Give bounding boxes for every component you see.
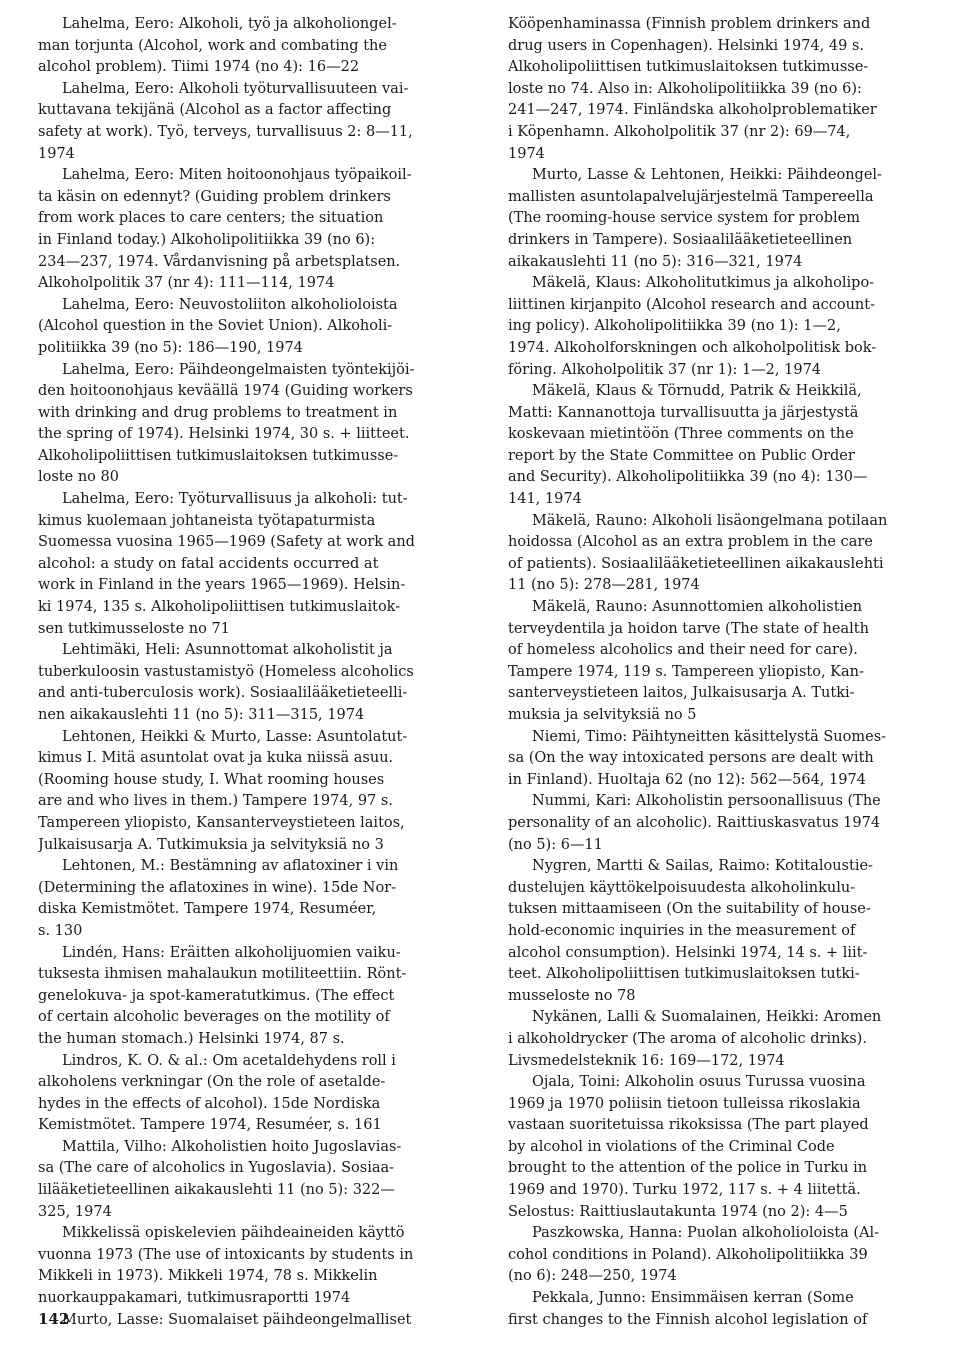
right-column-line: Tampere 1974, 119 s. Tampereen yliopisto, Kan- [508,663,864,680]
right-column-line: santerveystieteen laitos, Julkaisusarja A. Tutki- [508,685,855,702]
right-column-line: Mäkelä, Klaus & Törnudd, Patrik & Heikkilä, [532,383,862,400]
left-column-line: alcohol: a study on fatal accidents occurred at [38,555,379,572]
right-column-line: by alcohol in violations of the Criminal Code [508,1138,835,1155]
left-column-line: are and who lives in them.) Tampere 1974, 97 s. [38,793,393,810]
left-column-line: the spring of 1974). Helsinki 1974, 30 s. + liitteet. [38,426,410,443]
left-column-line: Alkoholipoliittisen tutkimuslaitoksen tutkimusse- [38,447,399,464]
right-column-line: 1974. Alkoholforskningen och alkoholpolitisk bok- [508,339,877,356]
right-column-line: report by the State Committee on Public Order [508,447,855,464]
right-column-line: Mäkelä, Rauno: Asunnottomien alkoholistien [532,599,863,616]
right-column-line: Nygren, Martti & Sailas, Raimo: Kotitaloustie- [532,858,873,875]
left-column-line: sen tutkimusseloste no 71 [38,620,230,637]
right-column-line: Livsmedelsteknik 16: 169—172, 1974 [508,1052,785,1069]
left-column-line: Mikkelissä opiskelevien päihdeaineiden käyttö [62,1225,405,1242]
right-column-line: Pekkala, Junno: Ensimmäisen kerran (Some [532,1290,854,1307]
right-column-line: hoidossa (Alcohol as an extra problem in the care [508,534,873,551]
right-column-line: tuksen mittaamiseen (On the suitability of house- [508,901,871,918]
left-column-line: tuberkuloosin vastustamistyö (Homeless alcoholics [38,663,414,680]
right-column-line: dustelujen käyttökelpoisuudesta alkoholinkulu- [508,879,856,896]
left-column [38,14,453,1331]
left-column-line: work in Finland in the years 1965—1969). Helsin- [38,577,406,594]
left-column-line: tuksesta ihmisen mahalaukun motiliteettiin. Rönt- [38,966,407,983]
right-column-line: hold-economic inquiries in the measurement of [508,922,856,939]
right-column-line: muksia ja selvityksiä no 5 [508,707,697,723]
left-column-line: Lehtonen, M.: Bestämning av aflatoxiner i vin [62,858,399,875]
right-column-line: ing policy). Alkoholipolitiikka 39 (no 1): 1—2, [508,318,841,335]
right-column-line: Ojala, Toini: Alkoholin osuus Turussa vuosina [532,1074,866,1091]
left-column-line: nuorkauppakamari, tutkimusraportti 1974 [38,1290,351,1307]
left-column-line: of certain alcoholic beverages on the motility of [38,1009,390,1026]
left-column-line: kimus I. Mitä asuntolat ovat ja kuka niissä asuu. [38,750,394,767]
left-column-line: (Alcohol question in the Soviet Union). Alkoholi- [38,318,393,335]
left-column-line: genelokuva- ja spot-kameratutkimus. (The effect [38,987,395,1004]
left-column-line: Lahelma, Eero: Työturvallisuus ja alkoholi: tut- [62,491,408,508]
left-column-line: Lahelma, Eero: Miten hoitoonohjaus työpaikoil- [62,167,412,184]
left-column-line: politiikka 39 (no 5): 186—190, 1974 [38,339,303,356]
left-column-line: with drinking and drug problems to treatment in [38,404,398,421]
right-column-line: drug users in Copenhagen). Helsinki 1974, 49 s. [508,37,865,54]
left-column-line: sa (The care of alcoholics in Yugoslavia). Sosiaa- [38,1160,395,1177]
right-column-line: drinkers in Tampere). Sosiaalilääketieteellinen [508,231,853,248]
left-column-line: safety at work). Työ, terveys, turvallisuus 2: 8—11, [38,123,413,140]
right-column-line: aikakauslehti 11 (no 5): 316—321, 1974 [508,253,803,270]
left-column-line: loste no 80 [38,469,119,486]
left-column-line: the human stomach.) Helsinki 1974, 87 s. [38,1030,345,1047]
right-column-line: Nykänen, Lalli & Suomalainen, Heikki: Aromen [532,1009,882,1026]
right-column-line: teet. Alkoholipoliittisen tutkimuslaitoksen tutki- [508,966,860,983]
left-column-line: Julkaisusarja A. Tutkimuksia ja selvityksiä no 3 [38,836,384,853]
left-column-line: alkoholens verkningar (On the role of asetalde- [38,1074,386,1091]
left-column-line: Lehtonen, Heikki & Murto, Lasse: Asuntolatut- [62,728,408,745]
right-column-line: 11 (no 5): 278—281, 1974 [508,577,700,594]
right-column-line: Paszkowska, Hanna: Puolan alkoholioloista (Al- [532,1225,880,1242]
right-column-line: i alkoholdrycker (The aroma of alcoholic drinks). [508,1030,867,1047]
left-column-line: Mikkeli in 1973). Mikkeli 1974, 78 s. Mikkelin [38,1268,378,1285]
right-column-line: 241—247, 1974. Finländska alkoholproblematiker [508,102,877,119]
left-column-line: Lahelma, Eero: Neuvostoliiton alkoholioloista [62,296,398,313]
right-column-line: Mäkelä, Rauno: Alkoholi lisäongelmana potilaan [532,512,888,529]
right-column-line: Kööpenhaminassa (Finnish problem drinkers and [508,16,871,32]
left-column-line: in Finland today.) Alkoholipolitiikka 39 (no 6): [38,231,376,248]
right-column-line: mallisten asuntolapalvelujärjestelmä Tampereella [508,188,874,205]
left-column-line: lilääketieteellinen aikakauslehti 11 (no 5): 322— [38,1182,395,1199]
right-column-line: Nummi, Kari: Alkoholistin persoonallisuus (The [532,793,881,810]
right-column-line: 1974 [508,145,545,162]
right-column-line: (no 6): 248—250, 1974 [508,1268,677,1285]
right-column-line: loste no 74. Also in: Alkoholipolitiikka 39 (no 6): [508,80,862,97]
left-column-line: 234—237, 1974. Vårdanvisning på arbetsplatsen. [38,253,401,270]
right-column-line: alcohol consumption). Helsinki 1974, 14 s. + liit- [508,944,868,961]
right-column-line: 1969 and 1970). Turku 1972, 117 s. + 4 liitettä. [508,1182,861,1199]
right-column-line: sa (On the way intoxicated persons are dealt with [508,750,874,767]
right-column-line: of homeless alcoholics and their need for care). [508,642,858,659]
left-column-line: Murto, Lasse: Suomalaiset päihdeongelmalliset [62,1311,412,1328]
right-column-line: of patients). Sosiaalilääketieteellinen aikakauslehti [508,555,884,572]
right-column-line: Murto, Lasse & Lehtonen, Heikki: Päihdeongel- [532,167,882,184]
right-column-line: Mäkelä, Klaus: Alkoholitutkimus ja alkoholipo- [532,275,875,292]
right-column-line: Matti: Kannanottoja turvallisuutta ja järjestystä [508,404,859,421]
left-column-line: Kemistmötet. Tampere 1974, Resuméer, s. 161 [38,1117,382,1134]
left-column-line: Lindén, Hans: Eräitten alkoholijuomien vaiku- [62,944,401,961]
left-column-line: Alkoholpolitik 37 (nr 4): 111—114, 1974 [38,275,335,292]
left-column-line: Lahelma, Eero: Päihdeongelmaisten työntekijöi- [62,361,415,378]
left-column-line: nen aikakauslehti 11 (no 5): 311—315, 1974 [38,707,365,723]
right-column-line: (no 5): 6—11 [508,836,603,853]
left-column-line: 325, 1974 [38,1203,112,1220]
left-column-line: s. 130 [38,922,83,939]
right-column-line: föring. Alkoholpolitik 37 (nr 1): 1—2, 1974 [508,361,822,378]
right-column-line: 141, 1974 [508,491,582,508]
page-number: 142 [38,1310,70,1328]
left-column-line: from work places to care centers; the situation [38,210,384,227]
right-column-line: (The rooming-house service system for problem [508,210,860,227]
right-column-line: first changes to the Finnish alcohol legislation of [508,1311,868,1328]
right-column-line: and Security). Alkoholipolitiikka 39 (no 4): 130— [508,469,868,486]
left-column-line: Lahelma, Eero: Alkoholi työturvallisuuteen vai- [62,80,409,97]
right-column-line: 1969 ja 1970 poliisin tietoon tulleissa rikoslakia [508,1095,861,1112]
right-column-line: terveydentila ja hoidon tarve (The state of health [508,620,869,637]
left-column-line: Lehtimäki, Heli: Asunnottomat alkoholistit ja [62,642,393,659]
left-column-line: man torjunta (Alcohol, work and combating the [38,37,387,54]
left-column-line: 1974 [38,145,75,162]
left-column-line: kuttavana tekijänä (Alcohol as a factor affecting [38,102,392,119]
left-column-line: Suomessa vuosina 1965—1969 (Safety at work and [38,534,415,551]
left-column-line: vuonna 1973 (The use of intoxicants by students in [38,1246,414,1263]
left-column-line: den hoitoonohjaus keväällä 1974 (Guiding workers [38,383,413,400]
right-column-line: cohol conditions in Poland). Alkoholipolitiikka 39 [508,1246,868,1263]
left-column-line: hydes in the effects of alcohol). 15de Nordiska [38,1095,381,1112]
left-column-line: kimus kuolemaan johtaneista työtapaturmista [38,512,376,529]
left-column-line: (Rooming house study, I. What rooming houses [38,771,385,788]
right-column-line: vastaan suoritetuissa rikoksissa (The part played [508,1117,869,1134]
right-column-line: i Köpenhamn. Alkoholpolitik 37 (nr 2): 69—74, [508,123,851,140]
right-column-line: koskevaan mietintöön (Three comments on the [508,426,854,443]
left-column-line: and anti-tuberculosis work). Sosiaalilääketieteelli- [38,685,408,702]
left-column-line: (Determining the aflatoxines in wine). 15de Nor- [38,879,397,896]
left-column-line: Lahelma, Eero: Alkoholi, työ ja alkoholiongel- [62,16,397,32]
right-column-line: in Finland). Huoltaja 62 (no 12): 562—564, 1974 [508,771,866,788]
right-column-line: liittinen kirjanpito (Alcohol research and account- [508,296,875,313]
right-column-line: Selostus: Raittiuslautakunta 1974 (no 2): 4—5 [508,1203,848,1220]
right-column-line: musseloste no 78 [508,987,636,1004]
right-column-line: personality of an alcoholic). Raittiuskasvatus 1974 [508,814,881,831]
right-column [508,14,926,1331]
left-column-line: ki 1974, 135 s. Alkoholipoliittisen tutkimuslaitok- [38,599,401,616]
left-column-line: Tampereen yliopisto, Kansanterveystieteen laitos, [38,814,405,831]
right-column-line: brought to the attention of the police in Turku in [508,1160,868,1177]
left-column-line: ta käsin on edennyt? (Guiding problem drinkers [38,188,391,205]
right-column-line: Niemi, Timo: Päihtyneitten käsittelystä Suomes- [532,728,887,745]
right-column-line: Alkoholipoliittisen tutkimuslaitoksen tutkimusse- [508,59,869,76]
left-column-line: alcohol problem). Tiimi 1974 (no 4): 16—22 [38,59,360,76]
left-column-line: diska Kemistmötet. Tampere 1974, Resuméer, [38,901,377,918]
left-column-line: Mattila, Vilho: Alkoholistien hoito Jugoslavias- [62,1138,402,1155]
left-column-line: Lindros, K. O. & al.: Om acetaldehydens roll i [62,1052,396,1069]
